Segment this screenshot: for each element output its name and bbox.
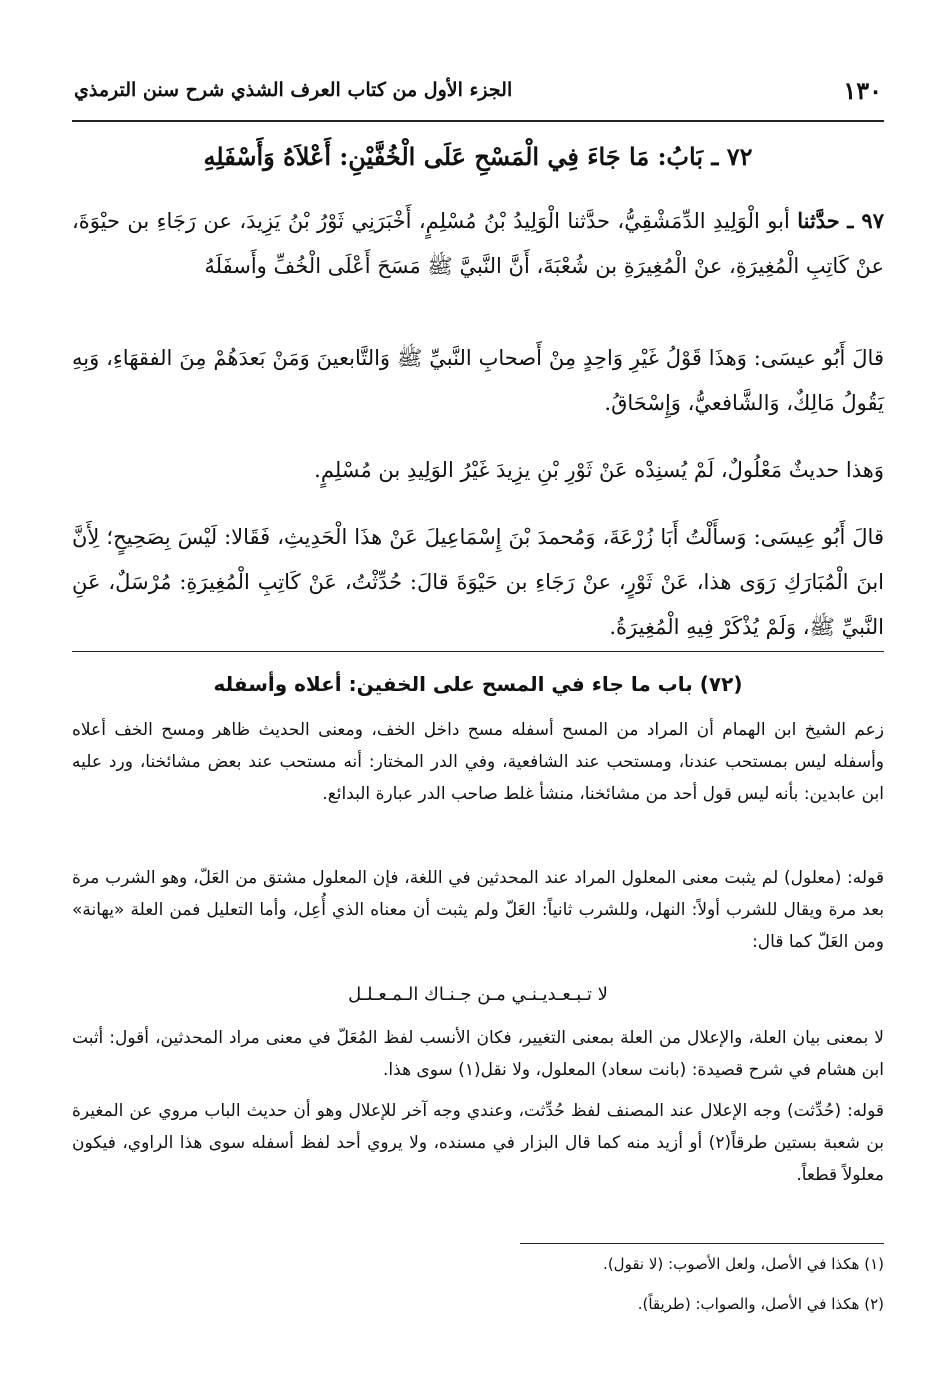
commentary-paragraph: لا بمعنى بيان العلة، والإعلال من العلة بمعنى التغيير، فكان الأنسب لفظ المُعَلّ في معنى مراد المحدثين، أقول: أثبت ابن هشام في شرح قصيدة: (بانت سعاد) المعلول، ولا نقل(١) سوى هذا. bbox=[72, 1028, 884, 1080]
commentary-paragraph: قوله: (معلول) لم يثبت معنى المعلول المراد عند المحدثين في اللغة، فإن المعلول مشتق من العَلّ، وهو الشرب مرة بعد مرة ويقال للشرب أولاً: النهل، وللشرب ثانياً: العَلّ ولم يثبت أن معناه الذي أُعِل، وأما التعليل فمن العلة «يهانة» ومن العَلّ كما قال: bbox=[72, 868, 884, 952]
hadith-paragraph bbox=[72, 198, 884, 289]
abu-isa-paragraph: وَهذا حديثٌ مَعْلُولٌ، لَمْ يُسنِدْه عَنْ ثَوْرِ بْنِ يزِيدَ غَيْرُ الوَلِيدِ بن مُسْلِمٍ. bbox=[314, 458, 884, 482]
page-number: ١٣٠ bbox=[843, 75, 882, 105]
footnote: (٢) هكذا في الأصل، والصواب: (طريقاً). bbox=[637, 1295, 884, 1313]
commentary-paragraph: قوله: (حُدِّثت) وجه الإعلال عند المصنف لفظ حُدِّثت، وعندي وجه آخر للإعلال وهو أن حديث الباب مروي عن المغيرة بن شعبة بستين طرقاً(٢) أو أزيد منه كما قال البزار في مسنده، ولا يروي أحد لفظ أسفله سوى هذا الراوي، فيكون معلولاً قطعاً. bbox=[72, 1101, 884, 1185]
hadith-text: أبو الْوَلِيدِ الدِّمَشْقِيُّ، حدَّثنا الْوَلِيدُ بْنُ مُسْلِمٍ، أَخْبَرَنِي ثَوْرُ بْنُ يَزِيدَ، عن رَجَاءِ بن حيْوَةَ، عنْ كَاتِبِ الْمُغِيرَةِ، عنْ الْمُغِيرَةِ بن شُعْبَةَ، أَنَّ النَّبيَّ ﷺ مَسَحَ أَعْلَى الْخُفِّ وأَسفَلَهُ bbox=[72, 209, 884, 278]
chapter-title: ٧٢ ـ بَابُ: مَا جَاءَ فِي الْمَسْحِ عَلَى الْخُفَّيْنِ: أَعْلاَهُ وَأَسْفَلِهِ bbox=[203, 142, 753, 171]
commentary-title: (٧٢) باب ما جاء في المسح على الخفين: أعلاه وأسفله bbox=[213, 672, 743, 696]
poetry-verse: لا تـبـعـديـنـي مـن جـنـاك الـمـعـلـل bbox=[348, 984, 608, 1005]
header-divider bbox=[72, 120, 884, 122]
abu-isa-paragraph: قالَ أَبُو عيسَى: وَهذَا قَوْلُ غَيْرِ وَاحِدٍ مِنْ أَصحابِ النَّبيِّ ﷺ وَالتَّابعينَ وَمَنْ بَعدَهُمْ مِنَ الفقهَاءِ، وَبِهِ يَقُولُ مَالِكٌ، وَالشَّافعيُّ، وَإِسْحَاقُ. bbox=[72, 346, 884, 415]
running-head: الجزء الأول من كتاب العرف الشذي شرح سنن الترمذي bbox=[74, 79, 513, 101]
page-header bbox=[74, 72, 882, 108]
hadith-opening: حدَّثنا bbox=[797, 208, 840, 233]
footnote: (١) هكذا في الأصل، ولعل الأصوب: (لا نقول). bbox=[603, 1255, 884, 1273]
commentary-divider bbox=[72, 651, 884, 652]
commentary-paragraph: زعم الشيخ ابن الهمام أن المراد من المسح أسفله مسح داخل الخف، ومعنى الحديث ظاهر ومسح الخف أعلاه وأسفله ليس بمستحب عندنا، ومستحب عند الشافعية، وفي الدر المختار: أنه مستحب عند بعض مشائخنا، ورد عليه ابن عابدين: بأنه ليس قول أحد من مشائخنا، منشأ غلط صاحب الدر عبارة البدائع. bbox=[72, 720, 884, 804]
hadith-number: ٩٧ ـ bbox=[847, 208, 884, 233]
footnote-divider bbox=[520, 1243, 884, 1244]
abu-isa-paragraph: قالَ أَبُو عِيسَى: وَسأَلْتُ أَبَا زُرْعَةَ، وَمُحمدَ بْنَ إِسْمَاعِيلَ عَنْ هذَا الْحَدِيثِ، فَقَالا: لَيْسَ بِصَحِيحٍ؛ لِأَنَّ ابنَ الْمُبَارَكِ رَوَى هذا، عَنْ ثَوْرٍ، عنْ رَجَاءِ بن حَيْوَةَ قالَ: حُدِّثْتُ، عَنْ كَاتِبِ الْمُغِيرَةِ: مُرْسَلٌ، عَنِ النَّبيِّ ﷺ، وَلَمْ يُذْكَرْ فِيهِ الْمُغِيرَةُ. bbox=[72, 525, 884, 639]
